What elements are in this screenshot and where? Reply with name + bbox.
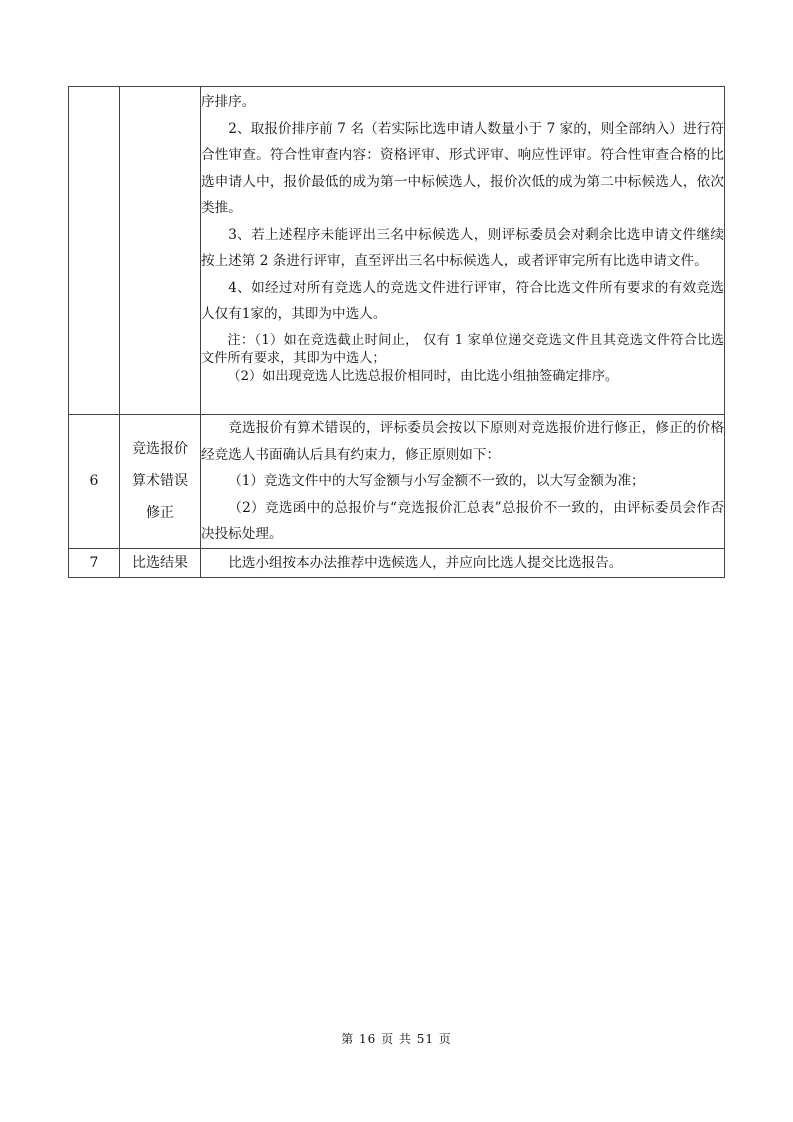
row-content-cell <box>201 87 725 415</box>
paragraph: 竞选报价有算术错误的，评标委员会按以下原则对竞选报价进行修正，修正的价格经竞选人书面确认后具有约束力，修正原则如下： <box>201 420 724 463</box>
row-label-cell <box>120 415 201 549</box>
row-number-cell: 6 <box>69 415 120 549</box>
row-label-line: 竞选报价 <box>132 441 188 458</box>
row-label-line: 修正 <box>146 505 174 522</box>
row-label-cell: 比选结果 <box>120 548 201 577</box>
paragraph: 4、如经过对所有竞选人的竞选文件进行评审，符合比选文件所有要求的有效竞选人仅有1家的，其即为中选人。 <box>201 279 724 322</box>
row-label-line: 算术错误 <box>132 473 188 490</box>
paragraph: 3、若上述程序未能评出三名中标候选人，则评标委员会对剩余比选申请文件继续按上述第 2 条进行评审，直至评出三名中标候选人，或者评审完所有比选申请文件。 <box>201 226 724 269</box>
table-row <box>69 548 725 577</box>
row-content-cell <box>201 548 725 577</box>
row-content-cell <box>201 415 725 549</box>
paragraph: （1）竞选文件中的大写金额与小写金额不一致的，以大写金额为准； <box>228 473 645 489</box>
paragraph: 序排序。 <box>201 94 256 110</box>
paragraph: 比选小组按本办法推荐中选候选人，并应向比选人提交比选报告。 <box>228 554 623 571</box>
note-paragraph: （2）如出现竞选人比选总报价相同时，由比选小组抽签确定排序。 <box>227 368 619 384</box>
page-footer: 第 16 页 共 51 页 <box>341 1032 452 1046</box>
paragraph: 2、取报价排序前 7 名（若实际比选申请人数量小于 7 家的，则全部纳入）进行符合性审查。符合性审查内容：资格评审、形式评审、响应性评审。符合性审查合格的比选申请人中，报价最低的成为第一中标候选人，报价次低的成为第二中标候选人，依次类推。 <box>201 120 724 216</box>
row-number-cell: 7 <box>69 548 120 577</box>
paragraph: （2）竞选函中的总报价与“竞选报价汇总表”总报价不一致的，由评标委员会作否决投标处理。 <box>201 499 724 542</box>
note-paragraph: 注：（1）如在竞选截止时间止， 仅有 1 家单位递交竞选文件且其竞选文件符合比选文件所有要求，其即为中选人； <box>201 332 724 366</box>
evaluation-table <box>68 86 725 578</box>
table-row <box>69 87 725 415</box>
row-number-cell <box>69 87 120 415</box>
table-row <box>69 415 725 549</box>
row-label-cell <box>120 87 201 415</box>
